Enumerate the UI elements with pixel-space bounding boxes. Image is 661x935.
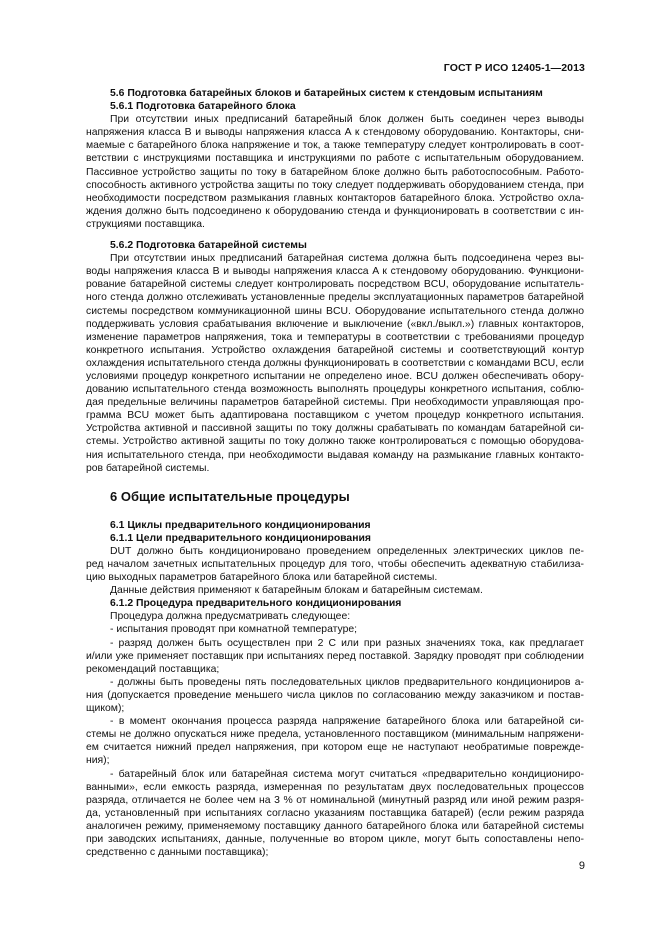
section-5-6-2-heading: 5.6.2 Подготовка батарейной системы: [110, 240, 307, 252]
text-line: способность активного устройства защиты по току следует поддерживать оборудованием стенда, при: [86, 179, 584, 191]
text-line: щиком);: [86, 703, 125, 715]
text-line: дая предельные величины параметров батарейной системы. При необходимости управляющая про-: [86, 397, 584, 409]
text-line: Устройства активной и пассивной защиты по току должны срабатывать по командам батарейной си-: [86, 423, 584, 435]
section-5-6-heading: 5.6 Подготовка батарейных блоков и батарейных систем к стендовым испытаниям: [110, 88, 543, 99]
text-line: разряда, отличается не более чем на 3 % от номинальной (минутный разряд или иной режим разря-: [86, 794, 584, 806]
text-line: ного стенда должно отслеживать установленные пределы эксплуатационных параметров батарейной: [86, 292, 584, 304]
text-line: стемы не должно опускаться ниже предела, установленного поставщиком (минимальным напряжени-: [86, 729, 584, 741]
text-line: ждения должно быть подсоединено к оборудованию стенда и функционировать в соответствии с ин-: [86, 205, 584, 217]
text-line: ния испытательного стенда, при необходимости выдавая команду на размыкание главных контакто-: [86, 449, 584, 461]
text-line: напряжения класса B и выводы напряжения класса A к стендовому оборудованию. Контакторы, сни-: [86, 127, 584, 139]
section-6-1-1-heading: 6.1.1 Цели предварительного кондиционирования: [110, 532, 371, 544]
text-line: Данные действия применяют к батарейным блокам и батарейным системам.: [110, 585, 483, 597]
text-line: DUT должно быть кондиционировано проведением определенных электрических циклов пе-: [110, 545, 584, 557]
text-line: ванными», если емкость разряда, измеренная по результатам двух последовательных процессов: [86, 781, 584, 793]
text-line: и/или уже применяет поставщик при испытаниях перед поставкой. Зарядку проводят при соблюдении: [86, 650, 584, 662]
text-line: конкретного испытания. Устройство охлаждения батарейной системы и соответствующий контур: [86, 344, 584, 356]
text-line: Пассивное устройство защиты по току в батарейном блоке должно быть работоспособным. Работо-: [86, 166, 584, 178]
text-line: условиями процедур конкретного испытании не определено иное. BCU должен обеспечивать обору-: [86, 370, 584, 382]
list-item: - в момент окончания процесса разряда напряжение батарейного блока или батарейной си-: [110, 716, 584, 728]
text-line: При отсутствии иных предписаний батарейная система должна быть подсоединена через вы-: [110, 253, 584, 265]
text-line: ров батарейной системы.: [86, 462, 210, 474]
paragraph-6-1-1: [86, 545, 584, 597]
list-item: - испытания проводят при комнатной температуре;: [110, 624, 358, 636]
text-line: поддерживать условия срабатывания включение и выключение («вкл./выкл.») главных контакторов,: [86, 318, 584, 330]
text-line: рекомендаций поставщика;: [86, 663, 220, 675]
page-number: 9: [578, 860, 585, 872]
section-6-1-heading: 6.1 Циклы предварительного кондиционирования: [110, 519, 371, 531]
text-line: ния);: [86, 755, 110, 767]
text-line: маемые с батарейного блока напряжение и ток, а также температуру следует контролировать в соот-: [86, 140, 584, 152]
section-5-6-1-heading: 5.6.1 Подготовка батарейного блока: [110, 101, 296, 113]
text-line: струкциями поставщика.: [86, 218, 205, 230]
list-item: - разряд должен быть осуществлен при 2 C или при разных значениях тока, как предлагает: [110, 637, 584, 649]
text-line: Процедура должна предусматривать следующее:: [110, 611, 351, 623]
text-line: При отсутствии иных предписаний батарейный блок должен быть соединен через выводы: [110, 114, 584, 126]
text-line: ния (допускается проведение меньшего числа циклов по согласованию между заказчиком и постав-: [86, 689, 584, 701]
text-line: изменение параметров напряжения, тока и температуры в соответствии с требованиями процедур: [86, 331, 584, 343]
text-line: при заводских испытаниях, данные, полученные во втором цикле, могут быть сопоставлены непо-: [86, 833, 584, 845]
section-6-1-2-heading: 6.1.2 Процедура предварительного кондиционирования: [110, 598, 402, 610]
text-line: охлаждения испытательного стенда должны функционировать в соответствии с командами BCU, если: [86, 357, 584, 369]
text-line: ред началом зачетных испытательных процедур для того, чтобы обеспечить адекватную стабилиза-: [86, 559, 584, 570]
paragraph-6-1-2: [86, 610, 584, 859]
text-line: рование батарейной системы следует контролировать посредством BCU, оборудование испытатель-: [86, 279, 584, 291]
text-line: ветствии с инструкциями поставщика и инструкциями по работе с испытательным оборудованием.: [86, 153, 584, 165]
paragraph-5-6-2: [86, 252, 584, 475]
text-line: дованию испытательного стенда возможность выполнять процедуры конкретного испытания, соблю-: [86, 384, 584, 396]
text-line: средственно с данными поставщика);: [86, 847, 269, 859]
section-6-heading: 6 Общие испытательные процедуры: [110, 488, 350, 504]
text-line: ем считается нижний предел напряжения, при котором еще не наступают необратимые поврежде-: [86, 742, 584, 754]
text-line: воды напряжения класса B и выводы напряжения класса A к стендовому оборудованию. Функциони-: [86, 266, 584, 278]
text-line: грамма BCU может быть адаптирована поставщиком с учетом процедур конкретного испытания.: [86, 410, 584, 422]
text-line: необходимости посредством размыкания главных контакторов батарейного блока. Устройство охла-: [86, 192, 584, 204]
text-line: аналогичен режиму, применяемому поставщику данного батарейного блока или батарейной системы: [86, 820, 584, 832]
paragraph-5-6-1: [86, 113, 584, 231]
text-line: системы посредством коммуникационной шины BCU. Оборудование испытательного стенда должно: [86, 305, 584, 317]
text-line: да, установленный при испытаниях согласно указаниям поставщика батарей) (если режим разряда: [86, 807, 584, 819]
document-header: ГОСТ Р ИСО 12405-1—2013: [443, 62, 585, 74]
list-item: - должны быть проведены пять последовательных циклов предварительного кондициониров а-: [110, 676, 584, 688]
list-item: - батарейный блок или батарейная система могут считаться «предварительно кондициониро-: [110, 768, 584, 780]
text-line: стемы. Устройство активной защиты по току должно также контролироваться с помощью оборудова-: [86, 436, 584, 448]
text-line: цию выходных параметров батарейного блока или батарейной системы.: [86, 572, 438, 584]
document-body: [86, 87, 584, 859]
